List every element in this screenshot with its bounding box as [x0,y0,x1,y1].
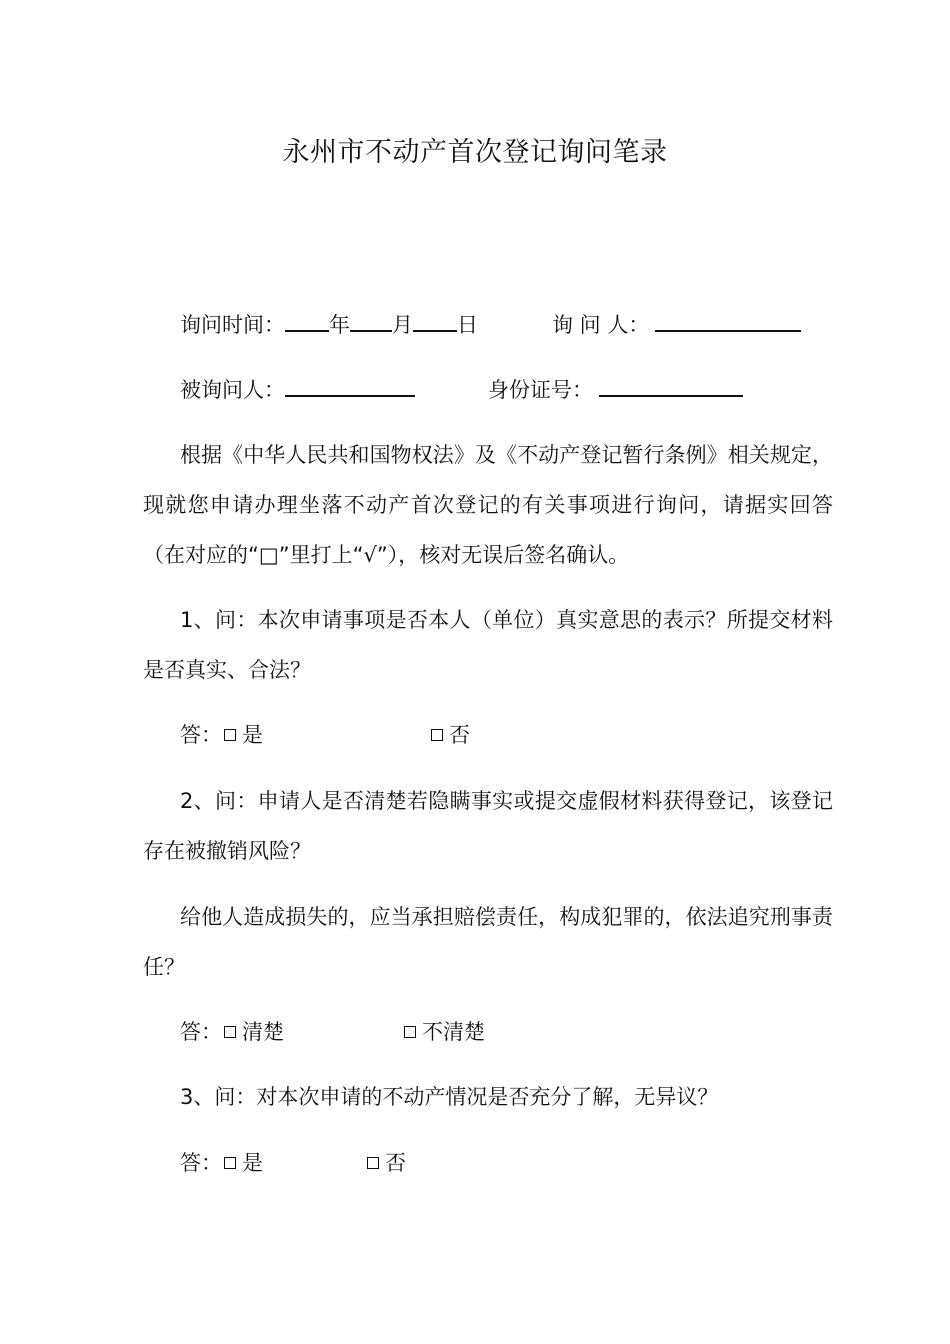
answer-label: 答： [180,1020,222,1044]
answer-3-option-no[interactable]: 否 [363,1148,406,1178]
id-blank[interactable] [599,373,743,397]
interviewer-blank[interactable] [655,308,801,332]
month-blank[interactable] [350,308,392,332]
day-label: 日 [457,313,478,337]
answer-2-option-unclear[interactable]: 不清楚 [400,1017,485,1047]
answer-1-option-yes[interactable]: 是 [220,720,263,750]
time-label: 询问时间： [180,313,285,337]
answer-1 [180,720,470,750]
checkbox-icon[interactable] [404,1026,416,1038]
answer-3 [180,1148,406,1178]
interviewee-blank[interactable] [285,373,415,397]
answer-1-option-no[interactable]: 否 [427,720,470,750]
answer-label: 答： [180,1151,222,1175]
question-3: 3、问：对本次申请的不动产情况是否充分了解，无异议？ [180,1085,719,1109]
interviewee-label: 被询问人： [180,378,285,402]
question-1: 1、问：本次申请事项是否本人（单位）真实意思的表示？所提交材料是否真实、合法？ [143,608,833,682]
year-label: 年 [329,313,350,337]
checkbox-icon[interactable] [224,1157,236,1169]
answer-2 [180,1017,485,1047]
header-row-time [180,308,478,340]
checkbox-icon[interactable] [367,1157,379,1169]
intro-paragraph: 根据《中华人民共和国物权法》及《不动产登记暂行条例》相关规定，现就您申请办理坐落不动产首次登记的有关事项进行询问，请据实回答（在对应的“□”里打上“√”），核对无误后签名确认。 [143,443,833,567]
id-label: 身份证号： [488,378,593,402]
checkbox-icon[interactable] [431,729,443,741]
answer-3-option-yes[interactable]: 是 [220,1148,263,1178]
header-row-id [488,373,743,405]
checkbox-icon[interactable] [224,729,236,741]
header-row-interviewer [552,308,801,340]
answer-label: 答： [180,723,222,747]
answer-2-option-clear[interactable]: 清楚 [220,1017,284,1047]
year-blank[interactable] [285,308,329,332]
question-2-continued: 给他人造成损失的，应当承担赔偿责任，构成犯罪的，依法追究刑事责任？ [143,905,833,979]
interviewer-label: 询 问 人： [552,313,650,337]
day-blank[interactable] [413,308,457,332]
month-label: 月 [392,313,413,337]
checkbox-icon[interactable] [224,1026,236,1038]
header-row-interviewee [180,373,415,405]
document-title: 永州市不动产首次登记询问笔录 [282,137,668,168]
question-2: 2、问：申请人是否清楚若隐瞒事实或提交虚假材料获得登记，该登记存在被撤销风险？ [143,789,833,863]
